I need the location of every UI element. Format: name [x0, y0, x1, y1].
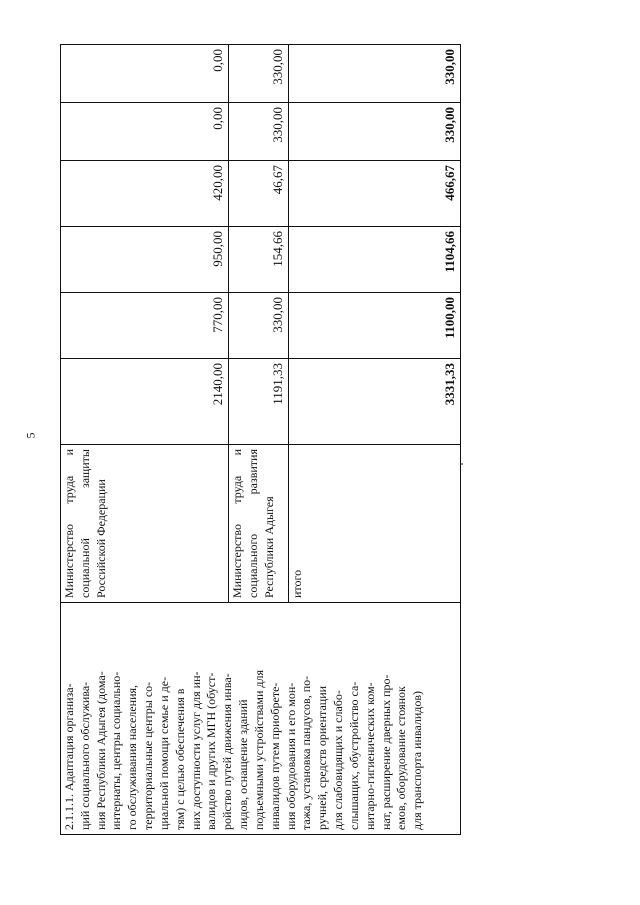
value-cell: 950,00	[61, 227, 229, 293]
value-cell: 330,00	[229, 45, 289, 103]
scan-speck	[461, 463, 463, 465]
desc-line: них доступности услуг для ин-	[188, 671, 203, 830]
desc-line: интернаты, центры социально-	[109, 671, 124, 830]
desc-line: ручней, средств ориентации	[315, 685, 330, 830]
desc-line: ния Республики Адыгея (дома-	[93, 671, 108, 830]
desc-line: тям) с целью обеспечения в	[172, 688, 187, 830]
value-cell: 1191,33	[229, 359, 289, 445]
funding-table	[60, 44, 461, 835]
page-number: 5	[23, 432, 38, 439]
total-value-cell: 330,00	[289, 103, 461, 161]
total-value-cell: 1104,66	[289, 227, 461, 293]
rotated-table-wrapper	[60, 45, 460, 835]
desc-line: слышащих, обустройство са-	[346, 681, 361, 830]
total-value-cell: 330,00	[289, 45, 461, 103]
desc-line: тажа, установка пандусов, по-	[299, 675, 314, 830]
desc-line: нат, расширение дверных про-	[378, 674, 393, 830]
desc-line: ций социального обслужива-	[77, 681, 92, 830]
table-rotation	[60, 45, 460, 835]
table-row	[61, 45, 229, 835]
desc-line: для слабовидящих и слабо-	[331, 690, 346, 830]
value-cell: 0,00	[61, 103, 229, 161]
desc-line: подъемными устройствами для	[251, 670, 266, 830]
measure-description	[61, 603, 461, 835]
total-label: итого	[289, 445, 461, 603]
desc-line: территориальные центры со-	[141, 681, 156, 830]
desc-line: для транспорта инвалидов)	[410, 690, 425, 830]
value-cell: 2140,00	[61, 359, 229, 445]
value-cell: 46,67	[229, 161, 289, 227]
desc-line: лидов, оснащение зданий	[236, 699, 251, 830]
desc-line: ройство путей движения инва-	[220, 673, 235, 830]
desc-line: ния оборудования и его мон-	[283, 682, 298, 830]
value-cell: 0,00	[61, 45, 229, 103]
value-cell: 420,00	[61, 161, 229, 227]
value-cell: 330,00	[229, 103, 289, 161]
value-cell: 330,00	[229, 293, 289, 359]
executor-cell: Министерство труда и социальной защиты Российской Федерации	[61, 445, 229, 603]
desc-line: го обслуживания населения,	[125, 684, 140, 830]
executor-cell: Министерство труда и социального развития Республики Адыгея	[229, 445, 289, 603]
desc-line: инвалидов путем приобрете-	[267, 682, 282, 830]
total-value-cell: 3331,33	[289, 359, 461, 445]
value-cell: 154,66	[229, 227, 289, 293]
total-value-cell: 466,67	[289, 161, 461, 227]
desc-line: нитарно-гигиенических ком-	[362, 682, 377, 830]
desc-line: циальной помощи семье и де-	[156, 676, 171, 830]
desc-line: валидов и других МГН (обуст-	[204, 672, 219, 830]
total-value-cell: 1100,00	[289, 293, 461, 359]
desc-line: емов, оборудование стоянок	[394, 686, 409, 830]
value-cell: 770,00	[61, 293, 229, 359]
desc-line: 2.1.1.1. Адаптация организа-	[62, 683, 76, 830]
